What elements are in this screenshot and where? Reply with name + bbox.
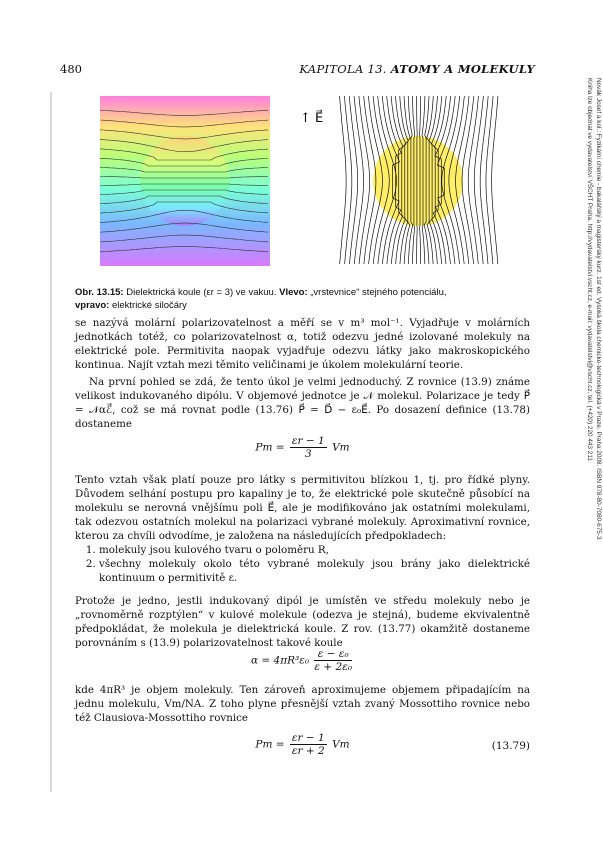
paragraph-4: Protože je jedno, jestli indukovaný dipól je umístěn ve středu molekuly nebo je „rovnoměrně rozptýlen“ v kulové molekule (odezva je stejná), budeme ekvivalentně předpokládat, že molekula je dielektrická koule. Z rov. (13.77) okamžitě dostaneme porovnáním s (13.9) polarizovatelnost takové koule — [75, 595, 530, 649]
margin-note-line1: Novák Josef a kol.: Fyzikální chemie - bakalářský a magisterský kurz. 1st ed. Vysoká škola chemicko-technologická v Praze, Praha 2008. ISBN 978-80-7080-675-3 — [595, 78, 602, 540]
eq1-numerator: εr − 1 — [291, 435, 325, 447]
field-line — [468, 96, 478, 264]
caption-label: Obr. 13.15: — [75, 287, 124, 298]
field-arrow-label: ↑ E⃗ — [300, 111, 324, 126]
chapter-title — [299, 62, 535, 76]
eq1-fraction — [290, 435, 327, 460]
field-line — [480, 96, 488, 264]
eq3-lhs: Pm = — [255, 738, 285, 751]
margin-note — [567, 78, 603, 598]
caption-left-text: „vrstevnice“ stejného potenciálu, — [307, 287, 447, 298]
page-header — [60, 62, 535, 78]
list-item: 2. všechny molekuly okolo této vybrané molekuly jsou brány jako dielektrické kontinuum o permitivitě ε. — [99, 558, 530, 586]
field-line — [417, 96, 418, 264]
equation-clausius-mossotti — [75, 732, 530, 757]
caption-left-label: Vlevo: — [279, 287, 308, 298]
field-line — [486, 96, 493, 264]
caption-text: Dielektrická koule (εr = 3) ve vakuu. — [123, 287, 280, 298]
eq3-rhs: Vm — [332, 738, 350, 751]
caption-right-text: elektrické siločáry — [109, 299, 187, 311]
potential-contours-panel — [100, 96, 270, 266]
eq2-lhs: α = 4πR³ε₀ — [250, 654, 310, 667]
figure-13-15 — [100, 96, 510, 266]
paragraph-5: kde 4πR³ je objem molekuly. Ten zároveň aproximujeme objemem připadajícím na jednu molekulu, Vm/NA. Z toho plyne přesnější vztah zvaný Mossottiho rovnice nebo též Clausiova-Mossottiho rovnice — [75, 684, 530, 724]
eq2-denominator: ε + 2ε₀ — [314, 661, 353, 673]
field-lines-panel — [340, 96, 498, 264]
eq2-numerator: ε − ε₀ — [314, 648, 352, 661]
field-line — [340, 96, 347, 264]
paragraph-3: Tento vztah však platí pouze pro látky s permitivitou blízkou 1, tj. pro řídké plyny. Důvodem selhání postupu pro kapaliny je to, že elektrické pole skutečně působící na molekulu se nerovná vnějšímu poli E⃗, ale je modifikováno jak ostatními molekulami, tak odezvou ostatních molekul na polarizaci vybrané molekuly. Aproximativní rovnice, kterou za chvíli odvodíme, je založena na následujících předpokladech: — [75, 474, 530, 542]
page-number: 480 — [60, 62, 82, 76]
chapter-name: ATOMY A MOLEKULY — [390, 62, 535, 76]
caption-right-label: vpravo: — [75, 299, 110, 311]
eq3-denominator: εr + 2 — [291, 745, 325, 757]
margin-note-line2: Kniha lze objednat ve vydavatelství VŠCHT Praha, http://vydavatelstvi.vscht.cz, e-mail: vydavatelstvi@vscht.cz, tel. (+420) 220 443 211 — [586, 78, 593, 461]
eq3-numerator: εr − 1 — [291, 732, 325, 744]
equation-alpha — [75, 648, 530, 673]
eq1-lhs: Pm = — [255, 441, 285, 454]
paragraph-1: se nazývá molární polarizovatelnost a měří se v m³ mol⁻¹. Vyjadřuje v molárních jednotkách totéž, co polarizovatelnost α, totiž odezvu jedné izolované molekuly na elektrické pole. Permitivita naopak vyjadřuje odezvu látky jako makroskopického kontinua. Najít vztah mezi těmito veličinami je úkolem molekulární teorie. — [75, 317, 530, 371]
equation-number: (13.79) — [491, 740, 530, 752]
margin-bar — [50, 92, 52, 792]
field-line — [349, 96, 357, 264]
eq1-denominator: 3 — [304, 448, 312, 460]
figure-graphic — [100, 96, 510, 266]
eq2-fraction — [314, 648, 352, 673]
field-line — [462, 96, 474, 264]
paragraph-2: Na první pohled se zdá, že tento úkol je velmi jednoduchý. Z rovnice (13.9) známe velikost indukovaného dipólu. V objemové jednotce je 𝒩 molekul. Polarizace je tedy P⃗ = 𝒩αℰ⃗, což se má rovnat podle (13.76) P⃗ = D⃗ − ε₀E⃗. Po dosazení definice (13.78) dostaneme — [75, 376, 530, 430]
list-item: 1. molekuly jsou kulového tvaru o poloměru R, — [99, 544, 530, 558]
equation-pm-dilute — [75, 435, 530, 460]
eq3-fraction — [290, 732, 327, 757]
chapter-prefix: KAPITOLA 13. — [299, 62, 387, 76]
field-line — [359, 96, 370, 264]
field-line — [344, 96, 351, 264]
field-line — [492, 96, 498, 264]
assumptions-list — [75, 544, 530, 586]
figure-caption — [75, 287, 530, 312]
eq1-rhs: Vm — [332, 441, 350, 454]
